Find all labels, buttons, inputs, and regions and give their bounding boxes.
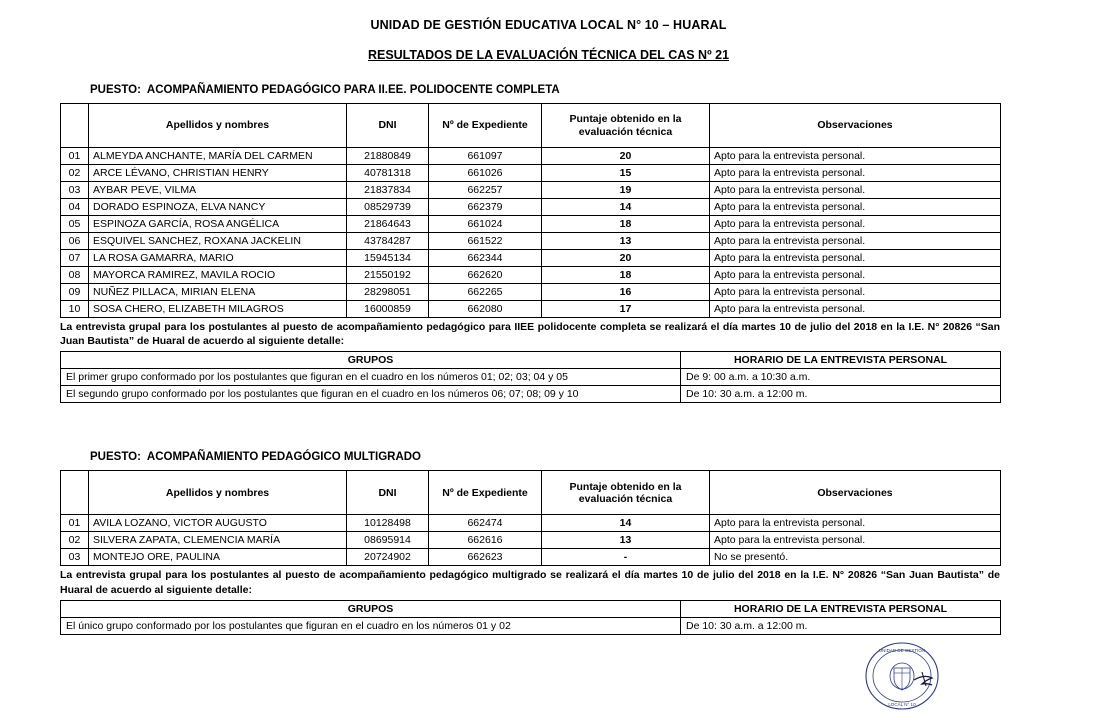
row-num: 01 (61, 515, 89, 532)
table-row (61, 284, 1001, 301)
row-num: 05 (61, 216, 89, 233)
section2-results-table (60, 470, 1001, 566)
row-expediente: 662474 (429, 515, 542, 532)
row-puntaje: - (542, 549, 710, 566)
row-dni: 21837834 (347, 182, 429, 199)
col-header-expediente: Nº de Expediente (429, 104, 542, 148)
grupos-header-right: HORARIO DE LA ENTREVISTA PERSONAL (681, 600, 1001, 617)
section1-grupos-table (60, 351, 1001, 403)
row-num: 03 (61, 549, 89, 566)
row-expediente: 661522 (429, 233, 542, 250)
table-row (61, 199, 1001, 216)
row-puntaje: 14 (542, 199, 710, 216)
row-puntaje: 14 (542, 515, 710, 532)
table-row (61, 267, 1001, 284)
grupos-header-row (61, 352, 1001, 369)
page-title: UNIDAD DE GESTIÓN EDUCATIVA LOCAL N° 10 – HUARAL (370, 18, 727, 32)
col-header-puntaje: Puntaje obtenido en la evaluación técnica (542, 104, 710, 148)
row-observaciones: Apto para la entrevista personal. (710, 199, 1001, 216)
row-puntaje: 13 (542, 233, 710, 250)
row-name: ARCE LÉVANO, CHRISTIAN HENRY (89, 165, 347, 182)
row-dni: 21550192 (347, 267, 429, 284)
row-name: SILVERA ZAPATA, CLEMENCIA MARÍA (89, 532, 347, 549)
table-row (61, 515, 1001, 532)
row-observaciones: Apto para la entrevista personal. (710, 284, 1001, 301)
grupos-row (61, 617, 1001, 634)
row-puntaje: 20 (542, 148, 710, 165)
row-num: 01 (61, 148, 89, 165)
row-observaciones: Apto para la entrevista personal. (710, 216, 1001, 233)
row-name: ALMEYDA ANCHANTE, MARÍA DEL CARMEN (89, 148, 347, 165)
row-puntaje: 20 (542, 250, 710, 267)
grupos-header-left: GRUPOS (61, 600, 681, 617)
page-subtitle: RESULTADOS DE LA EVALUACIÓN TÉCNICA DEL CAS Nº 21 (367, 48, 730, 62)
row-dni: 43784287 (347, 233, 429, 250)
row-expediente: 662616 (429, 532, 542, 549)
col-header-observaciones: Observaciones (710, 104, 1001, 148)
official-seal-stamp (852, 640, 956, 714)
row-num: 04 (61, 199, 89, 216)
svg-text:LOCAL N° 10: LOCAL N° 10 (888, 702, 916, 707)
row-dni: 10128498 (347, 515, 429, 532)
table-row (61, 532, 1001, 549)
table-row (61, 301, 1001, 318)
row-expediente: 662620 (429, 267, 542, 284)
grupo-descripcion: El segundo grupo conformado por los postulantes que figuran en el cuadro en los números 06; 07; 08; 09 y 10 (61, 386, 681, 403)
row-expediente: 662379 (429, 199, 542, 216)
row-dni: 08529739 (347, 199, 429, 216)
row-dni: 16000859 (347, 301, 429, 318)
row-num: 10 (61, 301, 89, 318)
row-expediente: 661026 (429, 165, 542, 182)
section1-puesto (60, 84, 1037, 96)
section1-puesto-label: PUESTO: (90, 84, 141, 96)
grupo-descripcion: El primer grupo conformado por los postulantes que figuran en el cuadro en los números 01; 02; 03; 04 y 05 (61, 369, 681, 386)
row-puntaje: 17 (542, 301, 710, 318)
row-puntaje: 15 (542, 165, 710, 182)
row-num: 02 (61, 532, 89, 549)
table-row (61, 148, 1001, 165)
grupo-descripcion: El único grupo conformado por los postulantes que figuran en el cuadro en los números 01 y 02 (61, 617, 681, 634)
row-expediente: 661097 (429, 148, 542, 165)
grupos-header-row (61, 600, 1001, 617)
grupo-horario: De 9: 00 a.m. a 10:30 a.m. (681, 369, 1001, 386)
row-observaciones: Apto para la entrevista personal. (710, 182, 1001, 199)
row-observaciones: Apto para la entrevista personal. (710, 301, 1001, 318)
row-name: LA ROSA GAMARRA, MARIO (89, 250, 347, 267)
row-dni: 21864643 (347, 216, 429, 233)
grupo-horario: De 10: 30 a.m. a 12:00 m. (681, 386, 1001, 403)
section1-puesto-value: ACOMPAÑAMIENTO PEDAGÓGICO PARA II.EE. POLIDOCENTE COMPLETA (146, 84, 560, 96)
row-expediente: 661024 (429, 216, 542, 233)
col-header-expediente: Nº de Expediente (429, 471, 542, 515)
row-expediente: 662265 (429, 284, 542, 301)
table-row (61, 182, 1001, 199)
col-header-observaciones: Observaciones (710, 471, 1001, 515)
row-name: ESPINOZA GARCÍA, ROSA ANGÉLICA (89, 216, 347, 233)
section2-puesto-label: PUESTO: (90, 451, 141, 464)
table-row (61, 233, 1001, 250)
row-dni: 21880849 (347, 148, 429, 165)
col-header-dni: DNI (347, 471, 429, 515)
col-header-num (61, 104, 89, 148)
section1-results-table (60, 103, 1001, 318)
row-name: AVILA LOZANO, VICTOR AUGUSTO (89, 515, 347, 532)
row-num: 09 (61, 284, 89, 301)
table-row (61, 549, 1001, 566)
row-observaciones: No se presentó. (710, 549, 1001, 566)
row-name: NUÑEZ PILLACA, MIRIAN ELENA (89, 284, 347, 301)
row-expediente: 662623 (429, 549, 542, 566)
section1-paragraph: La entrevista grupal para los postulantes al puesto de acompañamiento pedagógico para IIEE polidocente completa se realizará el día martes 10 de julio del 2018 en la I.E. N° 20826 “San Juan Bautista” de Huaral de acuerdo al siguiente detalle: (60, 321, 1000, 348)
row-name: ESQUIVEL SANCHEZ, ROXANA JACKELIN (89, 233, 347, 250)
row-num: 08 (61, 267, 89, 284)
table-row (61, 165, 1001, 182)
row-expediente: 662344 (429, 250, 542, 267)
row-puntaje: 16 (542, 284, 710, 301)
grupo-horario: De 10: 30 a.m. a 12:00 m. (681, 617, 1001, 634)
row-expediente: 662080 (429, 301, 542, 318)
row-puntaje: 19 (542, 182, 710, 199)
row-observaciones: Apto para la entrevista personal. (710, 532, 1001, 549)
row-num: 07 (61, 250, 89, 267)
row-observaciones: Apto para la entrevista personal. (710, 267, 1001, 284)
table-row (61, 250, 1001, 267)
row-dni: 08695914 (347, 532, 429, 549)
section2-grupos-table (60, 600, 1001, 635)
row-dni: 28298051 (347, 284, 429, 301)
row-observaciones: Apto para la entrevista personal. (710, 233, 1001, 250)
table-row (61, 216, 1001, 233)
row-num: 06 (61, 233, 89, 250)
row-name: SOSA CHERO, ELIZABETH MILAGROS (89, 301, 347, 318)
section2-puesto-value: ACOMPAÑAMIENTO PEDAGÓGICO MULTIGRADO (146, 451, 422, 464)
table-header-row (61, 104, 1001, 148)
section2-puesto (60, 451, 1037, 463)
row-observaciones: Apto para la entrevista personal. (710, 165, 1001, 182)
col-header-dni: DNI (347, 104, 429, 148)
row-dni: 40781318 (347, 165, 429, 182)
row-name: MONTEJO ORE, PAULINA (89, 549, 347, 566)
row-observaciones: Apto para la entrevista personal. (710, 148, 1001, 165)
row-dni: 20724902 (347, 549, 429, 566)
row-num: 03 (61, 182, 89, 199)
row-puntaje: 18 (542, 267, 710, 284)
row-name: MAYORCA RAMIREZ, MAVILA ROCIO (89, 267, 347, 284)
col-header-name: Apellidos y nombres (89, 104, 347, 148)
row-num: 02 (61, 165, 89, 182)
svg-text:UNIDAD DE GESTIÓN: UNIDAD DE GESTIÓN (878, 648, 926, 653)
row-puntaje: 13 (542, 532, 710, 549)
section2-paragraph: La entrevista grupal para los postulantes al puesto de acompañamiento pedagógico multigrado se realizará el día martes 10 de julio del 2018 en la I.E. N° 20826 “San Juan Bautista” de Huaral de acuerdo al siguiente detalle: (60, 569, 1000, 596)
col-header-name: Apellidos y nombres (89, 471, 347, 515)
row-observaciones: Apto para la entrevista personal. (710, 515, 1001, 532)
row-name: DORADO ESPINOZA, ELVA NANCY (89, 199, 347, 216)
table-header-row (61, 471, 1001, 515)
row-name: AYBAR PEVE, VILMA (89, 182, 347, 199)
row-expediente: 662257 (429, 182, 542, 199)
row-dni: 15945134 (347, 250, 429, 267)
grupos-header-right: HORARIO DE LA ENTREVISTA PERSONAL (681, 352, 1001, 369)
row-puntaje: 18 (542, 216, 710, 233)
row-observaciones: Apto para la entrevista personal. (710, 250, 1001, 267)
col-header-num (61, 471, 89, 515)
grupos-header-left: GRUPOS (61, 352, 681, 369)
col-header-puntaje: Puntaje obtenido en la evaluación técnica (542, 471, 710, 515)
grupos-row (61, 386, 1001, 403)
grupos-row (61, 369, 1001, 386)
